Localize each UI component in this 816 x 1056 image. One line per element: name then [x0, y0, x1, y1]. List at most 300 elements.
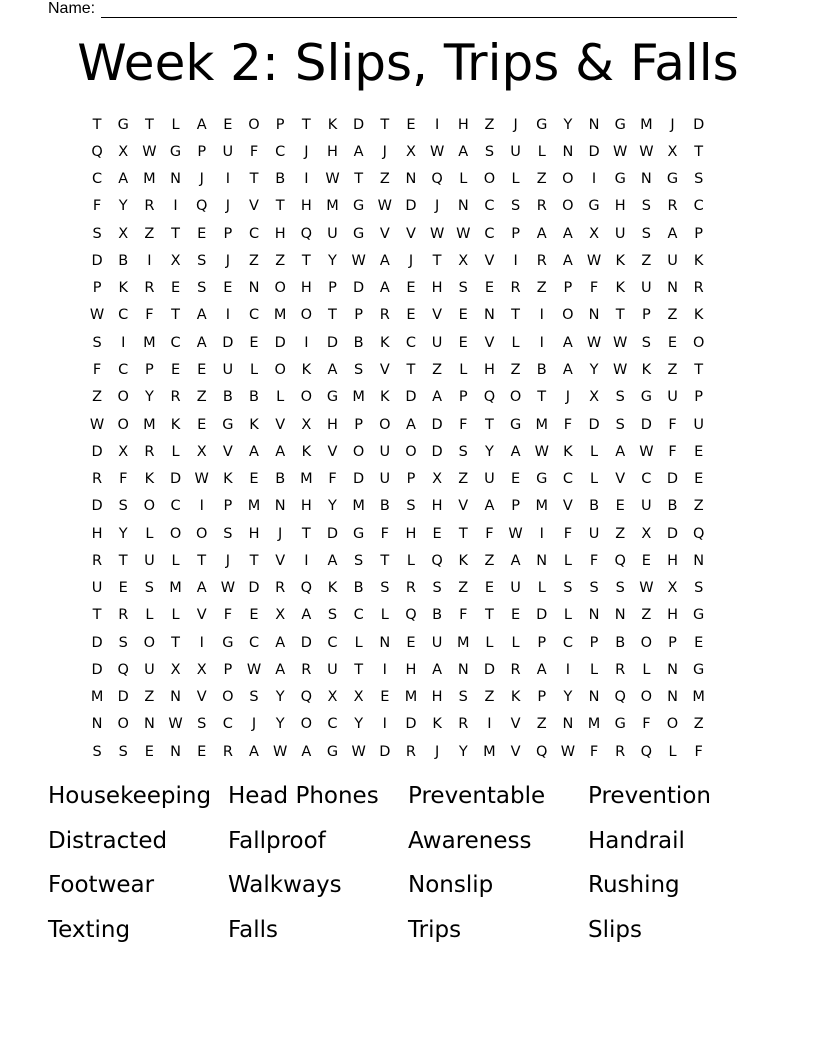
grid-letter[interactable]: P	[563, 280, 573, 297]
grid-letter[interactable]: X	[118, 143, 129, 160]
grid-letter[interactable]: S	[458, 280, 468, 297]
grid-letter[interactable]: S	[92, 225, 102, 242]
grid-letter[interactable]: V	[379, 362, 390, 379]
grid-letter[interactable]: D	[91, 443, 103, 460]
grid-letter[interactable]: R	[510, 280, 521, 297]
grid-letter[interactable]: B	[222, 389, 233, 406]
grid-letter[interactable]: D	[405, 389, 417, 406]
grid-letter[interactable]: U	[431, 634, 443, 651]
grid-letter[interactable]: T	[484, 607, 494, 624]
grid-letter[interactable]: N	[614, 607, 626, 624]
grid-letter[interactable]: U	[641, 498, 652, 515]
grid-letter[interactable]: L	[171, 116, 180, 133]
grid-letter[interactable]: M	[143, 334, 156, 351]
grid-letter[interactable]: L	[537, 580, 546, 597]
grid-letter[interactable]: F	[485, 525, 494, 542]
grid-letter[interactable]: M	[692, 689, 705, 706]
grid-letter[interactable]: I	[199, 498, 204, 515]
grid-letter[interactable]: X	[458, 252, 469, 269]
grid-letter[interactable]: E	[380, 689, 390, 706]
grid-letter[interactable]: D	[248, 580, 260, 597]
grid-letter[interactable]: M	[273, 307, 287, 324]
grid-letter[interactable]: X	[170, 661, 181, 678]
grid-letter[interactable]: K	[432, 716, 442, 733]
grid-letter[interactable]: Z	[484, 552, 495, 569]
grid-letter[interactable]: X	[118, 443, 129, 460]
grid-letter[interactable]: W	[456, 225, 471, 242]
grid-letter[interactable]: A	[196, 116, 207, 133]
grid-letter[interactable]: Y	[563, 689, 573, 706]
grid-letter[interactable]: V	[484, 334, 495, 351]
grid-letter[interactable]: K	[118, 280, 128, 297]
grid-letter[interactable]: A	[249, 743, 259, 760]
grid-letter[interactable]: W	[325, 171, 340, 188]
grid-letter[interactable]: D	[431, 416, 443, 433]
grid-letter[interactable]: O	[405, 443, 417, 460]
grid-letter[interactable]: K	[615, 252, 625, 269]
grid-letter[interactable]: P	[511, 498, 520, 515]
grid-letter[interactable]: U	[222, 362, 234, 379]
grid-letter[interactable]: W	[639, 443, 654, 460]
grid-letter[interactable]: H	[405, 525, 417, 542]
grid-letter[interactable]: O	[143, 634, 156, 651]
grid-letter[interactable]: L	[563, 607, 572, 624]
grid-letter[interactable]: N	[143, 716, 155, 733]
grid-letter[interactable]: A	[562, 252, 573, 269]
grid-letter[interactable]: C	[484, 198, 495, 215]
grid-letter[interactable]: K	[380, 334, 390, 351]
grid-letter[interactable]: R	[170, 389, 181, 406]
grid-letter[interactable]: I	[304, 171, 309, 188]
grid-letter[interactable]: K	[458, 552, 469, 569]
grid-letter[interactable]: G	[326, 389, 339, 406]
grid-letter[interactable]: A	[536, 225, 547, 242]
grid-letter[interactable]: P	[275, 116, 285, 133]
grid-letter[interactable]: W	[613, 334, 628, 351]
grid-letter[interactable]: J	[434, 198, 440, 215]
grid-letter[interactable]: H	[405, 661, 417, 678]
grid-letter[interactable]: G	[353, 525, 365, 542]
grid-letter[interactable]: G	[536, 471, 548, 488]
grid-letter[interactable]: M	[535, 498, 548, 515]
grid-letter[interactable]: X	[170, 252, 181, 269]
grid-letter[interactable]: K	[510, 689, 521, 706]
grid-letter[interactable]: D	[640, 416, 652, 433]
grid-letter[interactable]: L	[642, 661, 651, 678]
grid-letter[interactable]: E	[249, 334, 259, 351]
grid-letter[interactable]: H	[457, 116, 469, 133]
grid-letter[interactable]: O	[562, 171, 574, 188]
grid-letter[interactable]: E	[406, 634, 416, 651]
grid-letter[interactable]: Y	[118, 525, 128, 542]
grid-letter[interactable]: F	[92, 198, 102, 215]
grid-letter[interactable]: D	[431, 443, 443, 460]
grid-letter[interactable]: F	[249, 143, 259, 160]
grid-letter[interactable]: O	[300, 716, 313, 733]
grid-letter[interactable]: W	[534, 443, 549, 460]
grid-letter[interactable]: Q	[640, 743, 653, 760]
grid-letter[interactable]: E	[694, 443, 704, 460]
grid-letter[interactable]: P	[145, 362, 154, 379]
grid-letter[interactable]: E	[223, 280, 233, 297]
grid-letter[interactable]: F	[459, 607, 468, 624]
grid-letter[interactable]: A	[196, 334, 207, 351]
grid-letter[interactable]: F	[668, 443, 677, 460]
grid-letter[interactable]: I	[539, 334, 544, 351]
grid-letter[interactable]: V	[510, 743, 521, 760]
grid-letter[interactable]: T	[171, 307, 180, 324]
grid-letter[interactable]: O	[117, 716, 129, 733]
grid-letter[interactable]: P	[223, 225, 233, 242]
grid-letter[interactable]: M	[457, 634, 470, 651]
grid-letter[interactable]: N	[693, 552, 705, 569]
grid-letter[interactable]: U	[510, 143, 521, 160]
grid-letter[interactable]: J	[225, 198, 230, 215]
grid-letter[interactable]: A	[562, 362, 573, 379]
grid-letter[interactable]: W	[89, 307, 105, 324]
grid-letter[interactable]: C	[92, 171, 103, 188]
grid-letter[interactable]: T	[694, 143, 704, 160]
grid-letter[interactable]: Q	[431, 171, 443, 188]
grid-letter[interactable]: N	[483, 307, 495, 324]
grid-letter[interactable]: U	[91, 580, 103, 597]
grid-letter[interactable]: F	[694, 743, 703, 760]
grid-letter[interactable]: S	[615, 580, 625, 597]
grid-letter[interactable]: A	[667, 225, 678, 242]
grid-letter[interactable]: R	[92, 552, 103, 569]
grid-letter[interactable]: Y	[328, 252, 337, 269]
grid-letter[interactable]: T	[301, 525, 311, 542]
grid-letter[interactable]: S	[118, 743, 128, 760]
grid-letter[interactable]: X	[432, 471, 443, 488]
grid-letter[interactable]: P	[223, 661, 233, 678]
grid-letter[interactable]: L	[145, 607, 154, 624]
grid-letter[interactable]: D	[405, 716, 417, 733]
grid-letter[interactable]: D	[117, 689, 129, 706]
grid-letter[interactable]: S	[354, 552, 364, 569]
grid-letter[interactable]: K	[301, 362, 312, 379]
grid-letter[interactable]: J	[251, 716, 257, 733]
grid-letter[interactable]: H	[248, 525, 260, 542]
grid-letter[interactable]: R	[275, 580, 286, 597]
grid-letter[interactable]: H	[327, 416, 338, 433]
grid-letter[interactable]: L	[145, 525, 154, 542]
grid-letter[interactable]: O	[117, 416, 129, 433]
grid-letter[interactable]: K	[223, 471, 233, 488]
grid-letter[interactable]: M	[640, 116, 653, 133]
grid-letter[interactable]: O	[379, 416, 391, 433]
grid-letter[interactable]: Q	[483, 389, 496, 406]
grid-letter[interactable]: T	[432, 252, 442, 269]
grid-letter[interactable]: S	[197, 280, 207, 297]
grid-letter[interactable]: D	[353, 280, 365, 297]
grid-letter[interactable]: L	[406, 552, 415, 569]
grid-letter[interactable]: E	[197, 362, 207, 379]
grid-letter[interactable]: T	[171, 225, 180, 242]
grid-letter[interactable]: F	[119, 471, 128, 488]
grid-letter[interactable]: C	[327, 716, 338, 733]
grid-letter[interactable]: C	[327, 634, 338, 651]
grid-letter[interactable]: R	[118, 607, 129, 624]
grid-letter[interactable]: U	[484, 471, 495, 488]
grid-letter[interactable]: S	[197, 252, 207, 269]
grid-letter[interactable]: T	[694, 362, 704, 379]
grid-letter[interactable]: X	[589, 225, 600, 242]
grid-letter[interactable]: P	[223, 498, 233, 515]
grid-letter[interactable]: H	[327, 143, 338, 160]
grid-letter[interactable]: J	[382, 143, 387, 160]
grid-letter[interactable]: A	[562, 225, 573, 242]
grid-letter[interactable]: S	[615, 389, 625, 406]
grid-letter[interactable]: Z	[693, 716, 704, 733]
grid-letter[interactable]: M	[483, 743, 496, 760]
grid-letter[interactable]: E	[615, 498, 625, 515]
grid-letter[interactable]: T	[144, 116, 154, 133]
grid-letter[interactable]: I	[539, 307, 544, 324]
grid-letter[interactable]: F	[563, 525, 573, 542]
grid-letter[interactable]: M	[143, 171, 156, 188]
grid-letter[interactable]: L	[485, 634, 494, 651]
grid-letter[interactable]: T	[197, 552, 207, 569]
grid-letter[interactable]: Z	[144, 689, 155, 706]
grid-letter[interactable]: P	[694, 389, 704, 406]
grid-letter[interactable]: T	[118, 552, 128, 569]
grid-letter[interactable]: U	[667, 389, 678, 406]
grid-letter[interactable]: E	[510, 471, 521, 488]
grid-letter[interactable]: V	[275, 416, 286, 433]
grid-letter[interactable]: N	[588, 689, 600, 706]
grid-letter[interactable]: E	[694, 634, 704, 651]
grid-letter[interactable]: D	[536, 607, 548, 624]
grid-letter[interactable]: B	[615, 634, 626, 651]
grid-letter[interactable]: E	[170, 280, 181, 297]
grid-letter[interactable]: D	[483, 661, 495, 678]
grid-letter[interactable]: P	[354, 307, 364, 324]
grid-letter[interactable]: Q	[431, 552, 443, 569]
grid-letter[interactable]: X	[275, 607, 286, 624]
grid-letter[interactable]: Q	[91, 143, 103, 160]
grid-letter[interactable]: E	[223, 116, 233, 133]
grid-letter[interactable]: X	[301, 416, 312, 433]
grid-letter[interactable]: S	[563, 580, 573, 597]
grid-letter[interactable]: C	[484, 225, 495, 242]
grid-letter[interactable]: E	[249, 471, 259, 488]
grid-letter[interactable]: W	[142, 143, 157, 160]
grid-letter[interactable]: Y	[328, 498, 337, 515]
grid-letter[interactable]: R	[222, 743, 233, 760]
grid-letter[interactable]: S	[458, 689, 468, 706]
grid-letter[interactable]: F	[589, 743, 599, 760]
grid-letter[interactable]: V	[249, 198, 259, 215]
grid-letter[interactable]: T	[92, 607, 102, 624]
grid-letter[interactable]: Q	[692, 525, 705, 542]
grid-letter[interactable]: C	[170, 498, 181, 515]
grid-letter[interactable]: D	[326, 525, 339, 542]
grid-letter[interactable]: P	[354, 416, 364, 433]
grid-letter[interactable]: A	[510, 443, 521, 460]
grid-letter[interactable]: E	[667, 334, 678, 351]
grid-letter[interactable]: W	[586, 252, 602, 269]
grid-letter[interactable]: G	[536, 116, 548, 133]
grid-letter[interactable]: T	[171, 634, 180, 651]
grid-letter[interactable]: L	[459, 171, 468, 188]
grid-letter[interactable]: S	[694, 171, 704, 188]
grid-letter[interactable]: V	[615, 471, 626, 488]
grid-letter[interactable]: E	[249, 607, 259, 624]
grid-letter[interactable]: Q	[614, 552, 626, 569]
grid-letter[interactable]: B	[589, 498, 600, 515]
grid-letter[interactable]: N	[588, 116, 600, 133]
grid-letter[interactable]: X	[327, 689, 338, 706]
grid-letter[interactable]: H	[431, 280, 443, 297]
grid-letter[interactable]: G	[640, 389, 652, 406]
grid-letter[interactable]: B	[432, 607, 443, 624]
grid-letter[interactable]: V	[562, 498, 573, 515]
grid-letter[interactable]: D	[91, 498, 103, 515]
grid-letter[interactable]: P	[406, 471, 416, 488]
grid-letter[interactable]: H	[667, 607, 678, 624]
grid-letter[interactable]: Y	[354, 716, 364, 733]
grid-letter[interactable]: Z	[667, 362, 678, 379]
grid-letter[interactable]: R	[458, 716, 469, 733]
grid-letter[interactable]: I	[304, 334, 309, 351]
grid-letter[interactable]: Z	[536, 280, 547, 297]
grid-letter[interactable]: H	[274, 225, 286, 242]
grid-letter[interactable]: P	[511, 225, 520, 242]
grid-letter[interactable]: N	[667, 689, 678, 706]
grid-letter[interactable]: N	[667, 661, 678, 678]
grid-letter[interactable]: V	[222, 443, 233, 460]
grid-letter[interactable]: F	[92, 362, 102, 379]
grid-letter[interactable]: D	[588, 416, 600, 433]
grid-letter[interactable]: O	[562, 198, 574, 215]
grid-letter[interactable]: S	[380, 580, 390, 597]
grid-letter[interactable]: L	[511, 334, 520, 351]
grid-letter[interactable]: O	[248, 116, 260, 133]
grid-letter[interactable]: N	[379, 634, 391, 651]
grid-letter[interactable]: P	[458, 389, 468, 406]
grid-letter[interactable]: P	[92, 280, 102, 297]
grid-letter[interactable]: C	[275, 143, 286, 160]
grid-letter[interactable]: A	[301, 607, 312, 624]
grid-letter[interactable]: I	[382, 661, 387, 678]
grid-letter[interactable]: T	[354, 661, 364, 678]
grid-letter[interactable]: D	[326, 334, 339, 351]
grid-letter[interactable]: A	[432, 661, 443, 678]
grid-letter[interactable]: B	[118, 252, 129, 269]
grid-letter[interactable]: J	[225, 552, 230, 569]
grid-letter[interactable]: L	[590, 443, 599, 460]
grid-letter[interactable]: G	[614, 171, 626, 188]
grid-letter[interactable]: N	[457, 198, 469, 215]
grid-letter[interactable]: E	[432, 525, 442, 542]
grid-letter[interactable]: A	[405, 416, 416, 433]
grid-letter[interactable]: X	[196, 661, 207, 678]
grid-letter[interactable]: O	[274, 362, 286, 379]
grid-letter[interactable]: N	[640, 171, 652, 188]
grid-letter[interactable]: L	[590, 471, 599, 488]
grid-letter[interactable]: U	[588, 525, 600, 542]
grid-letter[interactable]: A	[275, 634, 286, 651]
grid-letter[interactable]: N	[248, 280, 260, 297]
grid-letter[interactable]: H	[614, 198, 626, 215]
grid-letter[interactable]: K	[641, 362, 652, 379]
grid-letter[interactable]: Y	[458, 743, 468, 760]
grid-letter[interactable]: O	[352, 443, 365, 460]
grid-letter[interactable]: X	[641, 525, 652, 542]
grid-letter[interactable]: I	[225, 307, 230, 324]
grid-letter[interactable]: T	[380, 552, 390, 569]
grid-letter[interactable]: G	[353, 198, 365, 215]
grid-letter[interactable]: J	[408, 252, 414, 269]
grid-letter[interactable]: Y	[563, 116, 573, 133]
grid-letter[interactable]: Y	[275, 689, 285, 706]
grid-letter[interactable]: A	[275, 661, 286, 678]
grid-letter[interactable]: Z	[693, 498, 704, 515]
grid-letter[interactable]: Z	[536, 716, 547, 733]
grid-letter[interactable]: A	[615, 443, 626, 460]
grid-letter[interactable]: G	[169, 143, 182, 160]
grid-letter[interactable]: C	[353, 607, 364, 624]
grid-letter[interactable]: D	[300, 634, 312, 651]
grid-letter[interactable]: S	[641, 334, 651, 351]
grid-letter[interactable]: D	[693, 116, 705, 133]
grid-letter[interactable]: O	[274, 280, 286, 297]
grid-letter[interactable]: C	[248, 225, 260, 242]
grid-letter[interactable]: F	[380, 525, 389, 542]
grid-letter[interactable]: K	[563, 443, 573, 460]
grid-letter[interactable]: S	[432, 580, 442, 597]
grid-letter[interactable]: C	[562, 634, 573, 651]
grid-letter[interactable]: E	[118, 580, 128, 597]
grid-letter[interactable]: I	[173, 198, 178, 215]
grid-letter[interactable]: V	[327, 443, 338, 460]
grid-letter[interactable]: Z	[484, 116, 495, 133]
grid-letter[interactable]: X	[196, 443, 207, 460]
grid-letter[interactable]: U	[144, 661, 155, 678]
grid-letter[interactable]: I	[513, 252, 518, 269]
grid-letter[interactable]: U	[379, 471, 391, 488]
grid-letter[interactable]: Z	[92, 389, 103, 406]
grid-letter[interactable]: U	[614, 225, 626, 242]
grid-letter[interactable]: R	[144, 280, 155, 297]
grid-letter[interactable]: Y	[275, 716, 285, 733]
grid-letter[interactable]: I	[539, 525, 544, 542]
grid-letter[interactable]: J	[225, 252, 230, 269]
grid-letter[interactable]: G	[614, 116, 626, 133]
grid-letter[interactable]: T	[406, 362, 416, 379]
grid-letter[interactable]: P	[537, 634, 547, 651]
grid-letter[interactable]: L	[563, 552, 572, 569]
grid-letter[interactable]: W	[89, 416, 105, 433]
grid-letter[interactable]: D	[274, 334, 286, 351]
grid-letter[interactable]: W	[220, 580, 236, 597]
grid-letter[interactable]: T	[537, 389, 547, 406]
grid-letter[interactable]: B	[275, 471, 286, 488]
grid-letter[interactable]: D	[666, 525, 679, 542]
grid-letter[interactable]: T	[380, 116, 390, 133]
grid-letter[interactable]: E	[406, 307, 416, 324]
grid-letter[interactable]: Z	[641, 607, 652, 624]
grid-letter[interactable]: M	[352, 389, 365, 406]
grid-letter[interactable]: K	[380, 389, 390, 406]
grid-letter[interactable]: E	[197, 225, 207, 242]
grid-letter[interactable]: A	[275, 443, 286, 460]
grid-letter[interactable]: R	[92, 471, 103, 488]
grid-letter[interactable]: Z	[275, 252, 286, 269]
grid-letter[interactable]: U	[222, 143, 234, 160]
grid-letter[interactable]: S	[615, 416, 625, 433]
